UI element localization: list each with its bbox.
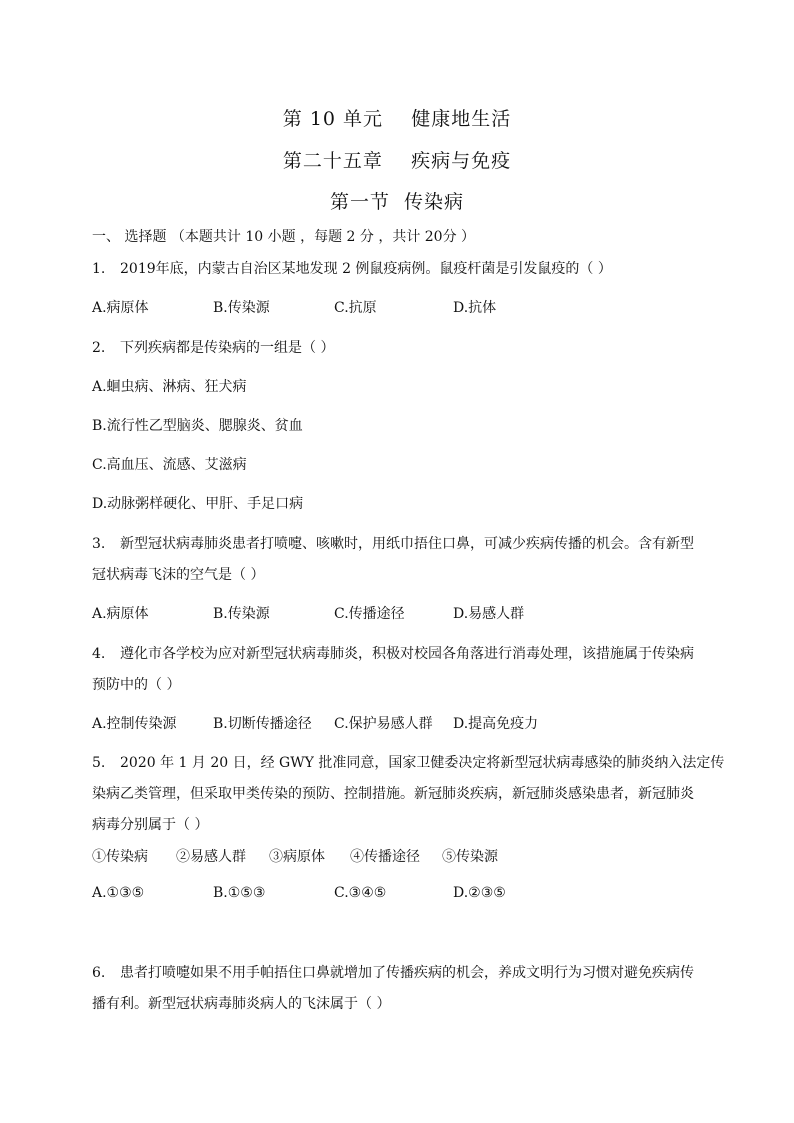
option-d: D.②③⑤ xyxy=(453,885,506,901)
question-text-continued: 病毒分别属于（ ） xyxy=(92,817,209,833)
option-d: D.抗体 xyxy=(453,300,497,316)
option-c: C.保护易感人群 xyxy=(334,716,433,732)
question-text: 患者打喷嚏如果不用手帕捂住口鼻就增加了传播疾病的机会，养成文明行为习惯对避免疾病传 xyxy=(120,965,694,981)
option-a: A.病原体 xyxy=(92,300,149,316)
option-c: C.高血压、流感、艾滋病 xyxy=(92,457,247,473)
question-text: 2020 年 1 月 20 日，经 GWY 批准同意，国家卫健委决定将新型冠状病毒感染的肺炎纳入法定传 xyxy=(120,755,725,771)
chapter-title: 第二十五章 疾病与免疫 xyxy=(282,150,512,172)
unit-title: 第 10 单元 健康地生活 xyxy=(282,108,512,130)
question-number: 2. xyxy=(92,340,106,356)
question-3 xyxy=(92,533,694,553)
question-text: 遵化市各学校为应对新型冠状病毒肺炎，积极对校园各角落进行消毒处理，该措施属于传染病 xyxy=(120,646,694,662)
question-5 xyxy=(92,752,724,772)
option-b: B.流行性乙型脑炎、腮腺炎、贫血 xyxy=(92,418,303,434)
option-c: C.③④⑤ xyxy=(334,885,387,901)
question-4 xyxy=(92,643,694,663)
item-3: ③病原体 xyxy=(269,849,325,865)
question-6 xyxy=(92,962,694,982)
option-a: A.蛔虫病、淋病、狂犬病 xyxy=(92,379,247,395)
item-2: ②易感人群 xyxy=(176,849,246,865)
section-title: 第一节 传染病 xyxy=(329,191,465,213)
question-text: 下列疾病都是传染病的一组是（ ） xyxy=(120,340,335,356)
option-a: A.病原体 xyxy=(92,606,149,622)
question-number: 1. xyxy=(92,261,106,277)
item-4: ④传播途径 xyxy=(350,849,420,865)
item-1: ①传染病 xyxy=(92,849,148,865)
option-b: B.切断传播途径 xyxy=(213,716,312,732)
option-c: C.抗原 xyxy=(334,300,377,316)
question-text: 2019年底，内蒙古自治区某地发现 2 例鼠疫病例。鼠疫杆菌是引发鼠疫的（ ） xyxy=(120,261,612,277)
question-2 xyxy=(92,337,334,357)
option-a: A.①③⑤ xyxy=(92,885,145,901)
section-header: 一、 选择题 （本题共计 10 小题 ，每题 2 分 ，共计 20分 ） xyxy=(92,229,476,245)
option-c: C.传播途径 xyxy=(334,606,405,622)
question-number: 5. xyxy=(92,755,106,771)
option-b: B.传染源 xyxy=(213,300,270,316)
question-text-continued: 播有利。新型冠状病毒肺炎病人的飞沫属于（ ） xyxy=(92,996,391,1012)
option-b: B.①⑤③ xyxy=(213,885,266,901)
option-d: D.动脉粥样硬化、甲肝、手足口病 xyxy=(92,496,304,512)
item-5: ⑤传染源 xyxy=(442,849,498,865)
question-number: 6. xyxy=(92,965,106,981)
option-a: A.控制传染源 xyxy=(92,716,177,732)
option-b: B.传染源 xyxy=(213,606,270,622)
question-text-continued: 染病乙类管理，但采取甲类传染的预防、控制措施。新冠肺炎疾病，新冠肺炎感染患者，新冠肺炎 xyxy=(92,786,694,802)
question-text: 新型冠状病毒肺炎患者打喷嚏、咳嗽时，用纸巾捂住口鼻，可减少疾病传播的机会。含有新型 xyxy=(120,536,694,552)
question-number: 3. xyxy=(92,536,106,552)
question-1 xyxy=(92,258,612,278)
option-d: D.易感人群 xyxy=(453,606,525,622)
question-text-continued: 预防中的（ ） xyxy=(92,677,181,693)
question-text-continued: 冠状病毒飞沫的空气是（ ） xyxy=(92,567,265,583)
option-d: D.提高免疫力 xyxy=(453,716,539,732)
question-number: 4. xyxy=(92,646,106,662)
